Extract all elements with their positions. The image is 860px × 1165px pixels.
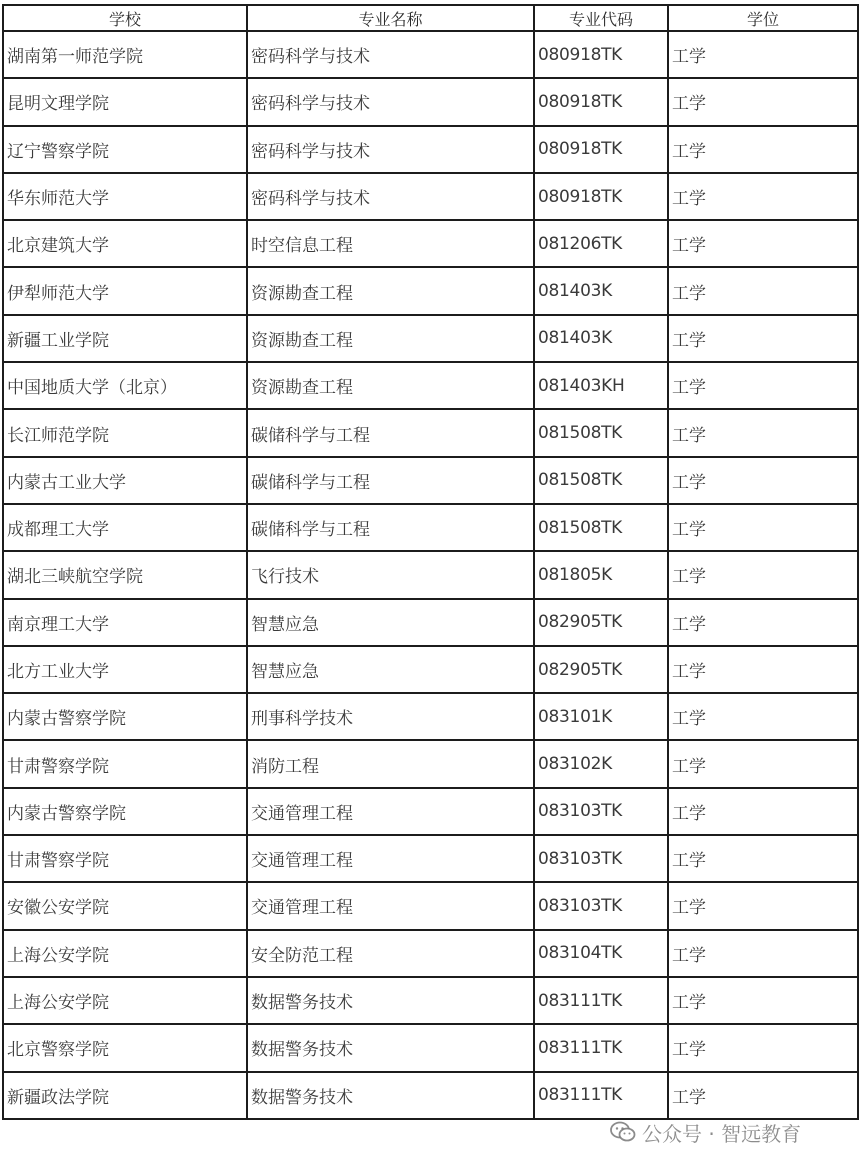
major-code-cell: 083104TK xyxy=(534,930,668,977)
school-cell: 北京建筑大学 xyxy=(3,220,247,267)
major-name-cell: 时空信息工程 xyxy=(247,220,534,267)
degree-cell: 工学 xyxy=(668,740,858,787)
school-cell: 上海公安学院 xyxy=(3,977,247,1024)
degree-cell: 工学 xyxy=(668,267,858,314)
header-major-code: 专业代码 xyxy=(534,5,668,31)
major-name-cell: 资源勘查工程 xyxy=(247,315,534,362)
major-code-cell: 080918TK xyxy=(534,173,668,220)
major-code-cell: 081206TK xyxy=(534,220,668,267)
table-row xyxy=(3,126,858,173)
school-cell: 新疆工业学院 xyxy=(3,315,247,362)
table-row xyxy=(3,362,858,409)
degree-cell: 工学 xyxy=(668,126,858,173)
degree-cell: 工学 xyxy=(668,504,858,551)
major-name-cell: 交通管理工程 xyxy=(247,835,534,882)
school-cell: 新疆政法学院 xyxy=(3,1072,247,1119)
degree-cell: 工学 xyxy=(668,315,858,362)
major-name-cell: 安全防范工程 xyxy=(247,930,534,977)
major-name-cell: 数据警务技术 xyxy=(247,1072,534,1119)
table-row xyxy=(3,78,858,125)
major-name-cell: 交通管理工程 xyxy=(247,788,534,835)
degree-cell: 工学 xyxy=(668,930,858,977)
table-row xyxy=(3,882,858,929)
major-name-cell: 密码科学与技术 xyxy=(247,126,534,173)
major-name-cell: 密码科学与技术 xyxy=(247,31,534,78)
major-name-cell: 刑事科学技术 xyxy=(247,693,534,740)
major-name-cell: 碳储科学与工程 xyxy=(247,457,534,504)
major-code-cell: 080918TK xyxy=(534,126,668,173)
degree-cell: 工学 xyxy=(668,173,858,220)
school-cell: 甘肃警察学院 xyxy=(3,740,247,787)
school-cell: 安徽公安学院 xyxy=(3,882,247,929)
degree-cell: 工学 xyxy=(668,220,858,267)
major-code-cell: 081403KH xyxy=(534,362,668,409)
major-name-cell: 交通管理工程 xyxy=(247,882,534,929)
major-code-cell: 081403K xyxy=(534,315,668,362)
degree-cell: 工学 xyxy=(668,788,858,835)
school-cell: 上海公安学院 xyxy=(3,930,247,977)
header-degree: 学位 xyxy=(668,5,858,31)
table-row xyxy=(3,740,858,787)
school-cell: 华东师范大学 xyxy=(3,173,247,220)
school-cell: 成都理工大学 xyxy=(3,504,247,551)
header-row xyxy=(3,5,858,31)
table-body xyxy=(3,31,858,1119)
table-row xyxy=(3,457,858,504)
table-row xyxy=(3,977,858,1024)
major-code-cell: 080918TK xyxy=(534,31,668,78)
major-code-cell: 083102K xyxy=(534,740,668,787)
school-cell: 南京理工大学 xyxy=(3,599,247,646)
major-code-cell: 083111TK xyxy=(534,977,668,1024)
degree-cell: 工学 xyxy=(668,78,858,125)
major-code-cell: 082905TK xyxy=(534,646,668,693)
school-cell: 内蒙古警察学院 xyxy=(3,788,247,835)
school-cell: 甘肃警察学院 xyxy=(3,835,247,882)
table-row xyxy=(3,835,858,882)
school-cell: 内蒙古警察学院 xyxy=(3,693,247,740)
degree-cell: 工学 xyxy=(668,646,858,693)
degree-cell: 工学 xyxy=(668,1024,858,1071)
degree-cell: 工学 xyxy=(668,31,858,78)
page xyxy=(2,4,857,1120)
major-code-cell: 081805K xyxy=(534,551,668,598)
header-school: 学校 xyxy=(3,5,247,31)
table-row xyxy=(3,693,858,740)
major-code-cell: 081508TK xyxy=(534,409,668,456)
major-code-cell: 081508TK xyxy=(534,457,668,504)
major-name-cell: 消防工程 xyxy=(247,740,534,787)
major-name-cell: 资源勘查工程 xyxy=(247,362,534,409)
watermark xyxy=(610,1118,801,1146)
major-code-cell: 083101K xyxy=(534,693,668,740)
major-name-cell: 资源勘查工程 xyxy=(247,267,534,314)
table-row xyxy=(3,599,858,646)
major-name-cell: 数据警务技术 xyxy=(247,1024,534,1071)
school-cell: 北京警察学院 xyxy=(3,1024,247,1071)
major-name-cell: 飞行技术 xyxy=(247,551,534,598)
major-code-cell: 083103TK xyxy=(534,835,668,882)
degree-cell: 工学 xyxy=(668,693,858,740)
table-row xyxy=(3,788,858,835)
major-name-cell: 密码科学与技术 xyxy=(247,78,534,125)
school-cell: 伊犁师范大学 xyxy=(3,267,247,314)
table-row xyxy=(3,315,858,362)
degree-cell: 工学 xyxy=(668,599,858,646)
major-name-cell: 数据警务技术 xyxy=(247,977,534,1024)
degree-cell: 工学 xyxy=(668,362,858,409)
table-row xyxy=(3,173,858,220)
table-row xyxy=(3,930,858,977)
table-row xyxy=(3,267,858,314)
major-code-cell: 081508TK xyxy=(534,504,668,551)
major-code-cell: 080918TK xyxy=(534,78,668,125)
school-cell: 北方工业大学 xyxy=(3,646,247,693)
school-cell: 昆明文理学院 xyxy=(3,78,247,125)
major-code-cell: 083103TK xyxy=(534,882,668,929)
major-code-cell: 082905TK xyxy=(534,599,668,646)
watermark-text: 公众号 · 智远教育 xyxy=(642,1121,802,1146)
degree-cell: 工学 xyxy=(668,551,858,598)
table-row xyxy=(3,646,858,693)
table-row xyxy=(3,1072,858,1119)
major-name-cell: 智慧应急 xyxy=(247,599,534,646)
school-cell: 辽宁警察学院 xyxy=(3,126,247,173)
school-cell: 湖南第一师范学院 xyxy=(3,31,247,78)
major-code-cell: 083111TK xyxy=(534,1024,668,1071)
table-row xyxy=(3,409,858,456)
table-row xyxy=(3,1024,858,1071)
degree-cell: 工学 xyxy=(668,409,858,456)
wechat-icon xyxy=(610,1121,636,1143)
degree-cell: 工学 xyxy=(668,882,858,929)
major-name-cell: 智慧应急 xyxy=(247,646,534,693)
header-major-name: 专业名称 xyxy=(247,5,534,31)
major-name-cell: 密码科学与技术 xyxy=(247,173,534,220)
school-cell: 长江师范学院 xyxy=(3,409,247,456)
table-row xyxy=(3,504,858,551)
table-row xyxy=(3,220,858,267)
major-code-cell: 083111TK xyxy=(534,1072,668,1119)
degree-cell: 工学 xyxy=(668,835,858,882)
degree-cell: 工学 xyxy=(668,457,858,504)
school-cell: 湖北三峡航空学院 xyxy=(3,551,247,598)
majors-table xyxy=(2,4,859,1120)
major-name-cell: 碳储科学与工程 xyxy=(247,409,534,456)
school-cell: 中国地质大学（北京） xyxy=(3,362,247,409)
table-row xyxy=(3,551,858,598)
major-code-cell: 081403K xyxy=(534,267,668,314)
major-code-cell: 083103TK xyxy=(534,788,668,835)
major-name-cell: 碳储科学与工程 xyxy=(247,504,534,551)
school-cell: 内蒙古工业大学 xyxy=(3,457,247,504)
degree-cell: 工学 xyxy=(668,1072,858,1119)
degree-cell: 工学 xyxy=(668,977,858,1024)
table-row xyxy=(3,31,858,78)
